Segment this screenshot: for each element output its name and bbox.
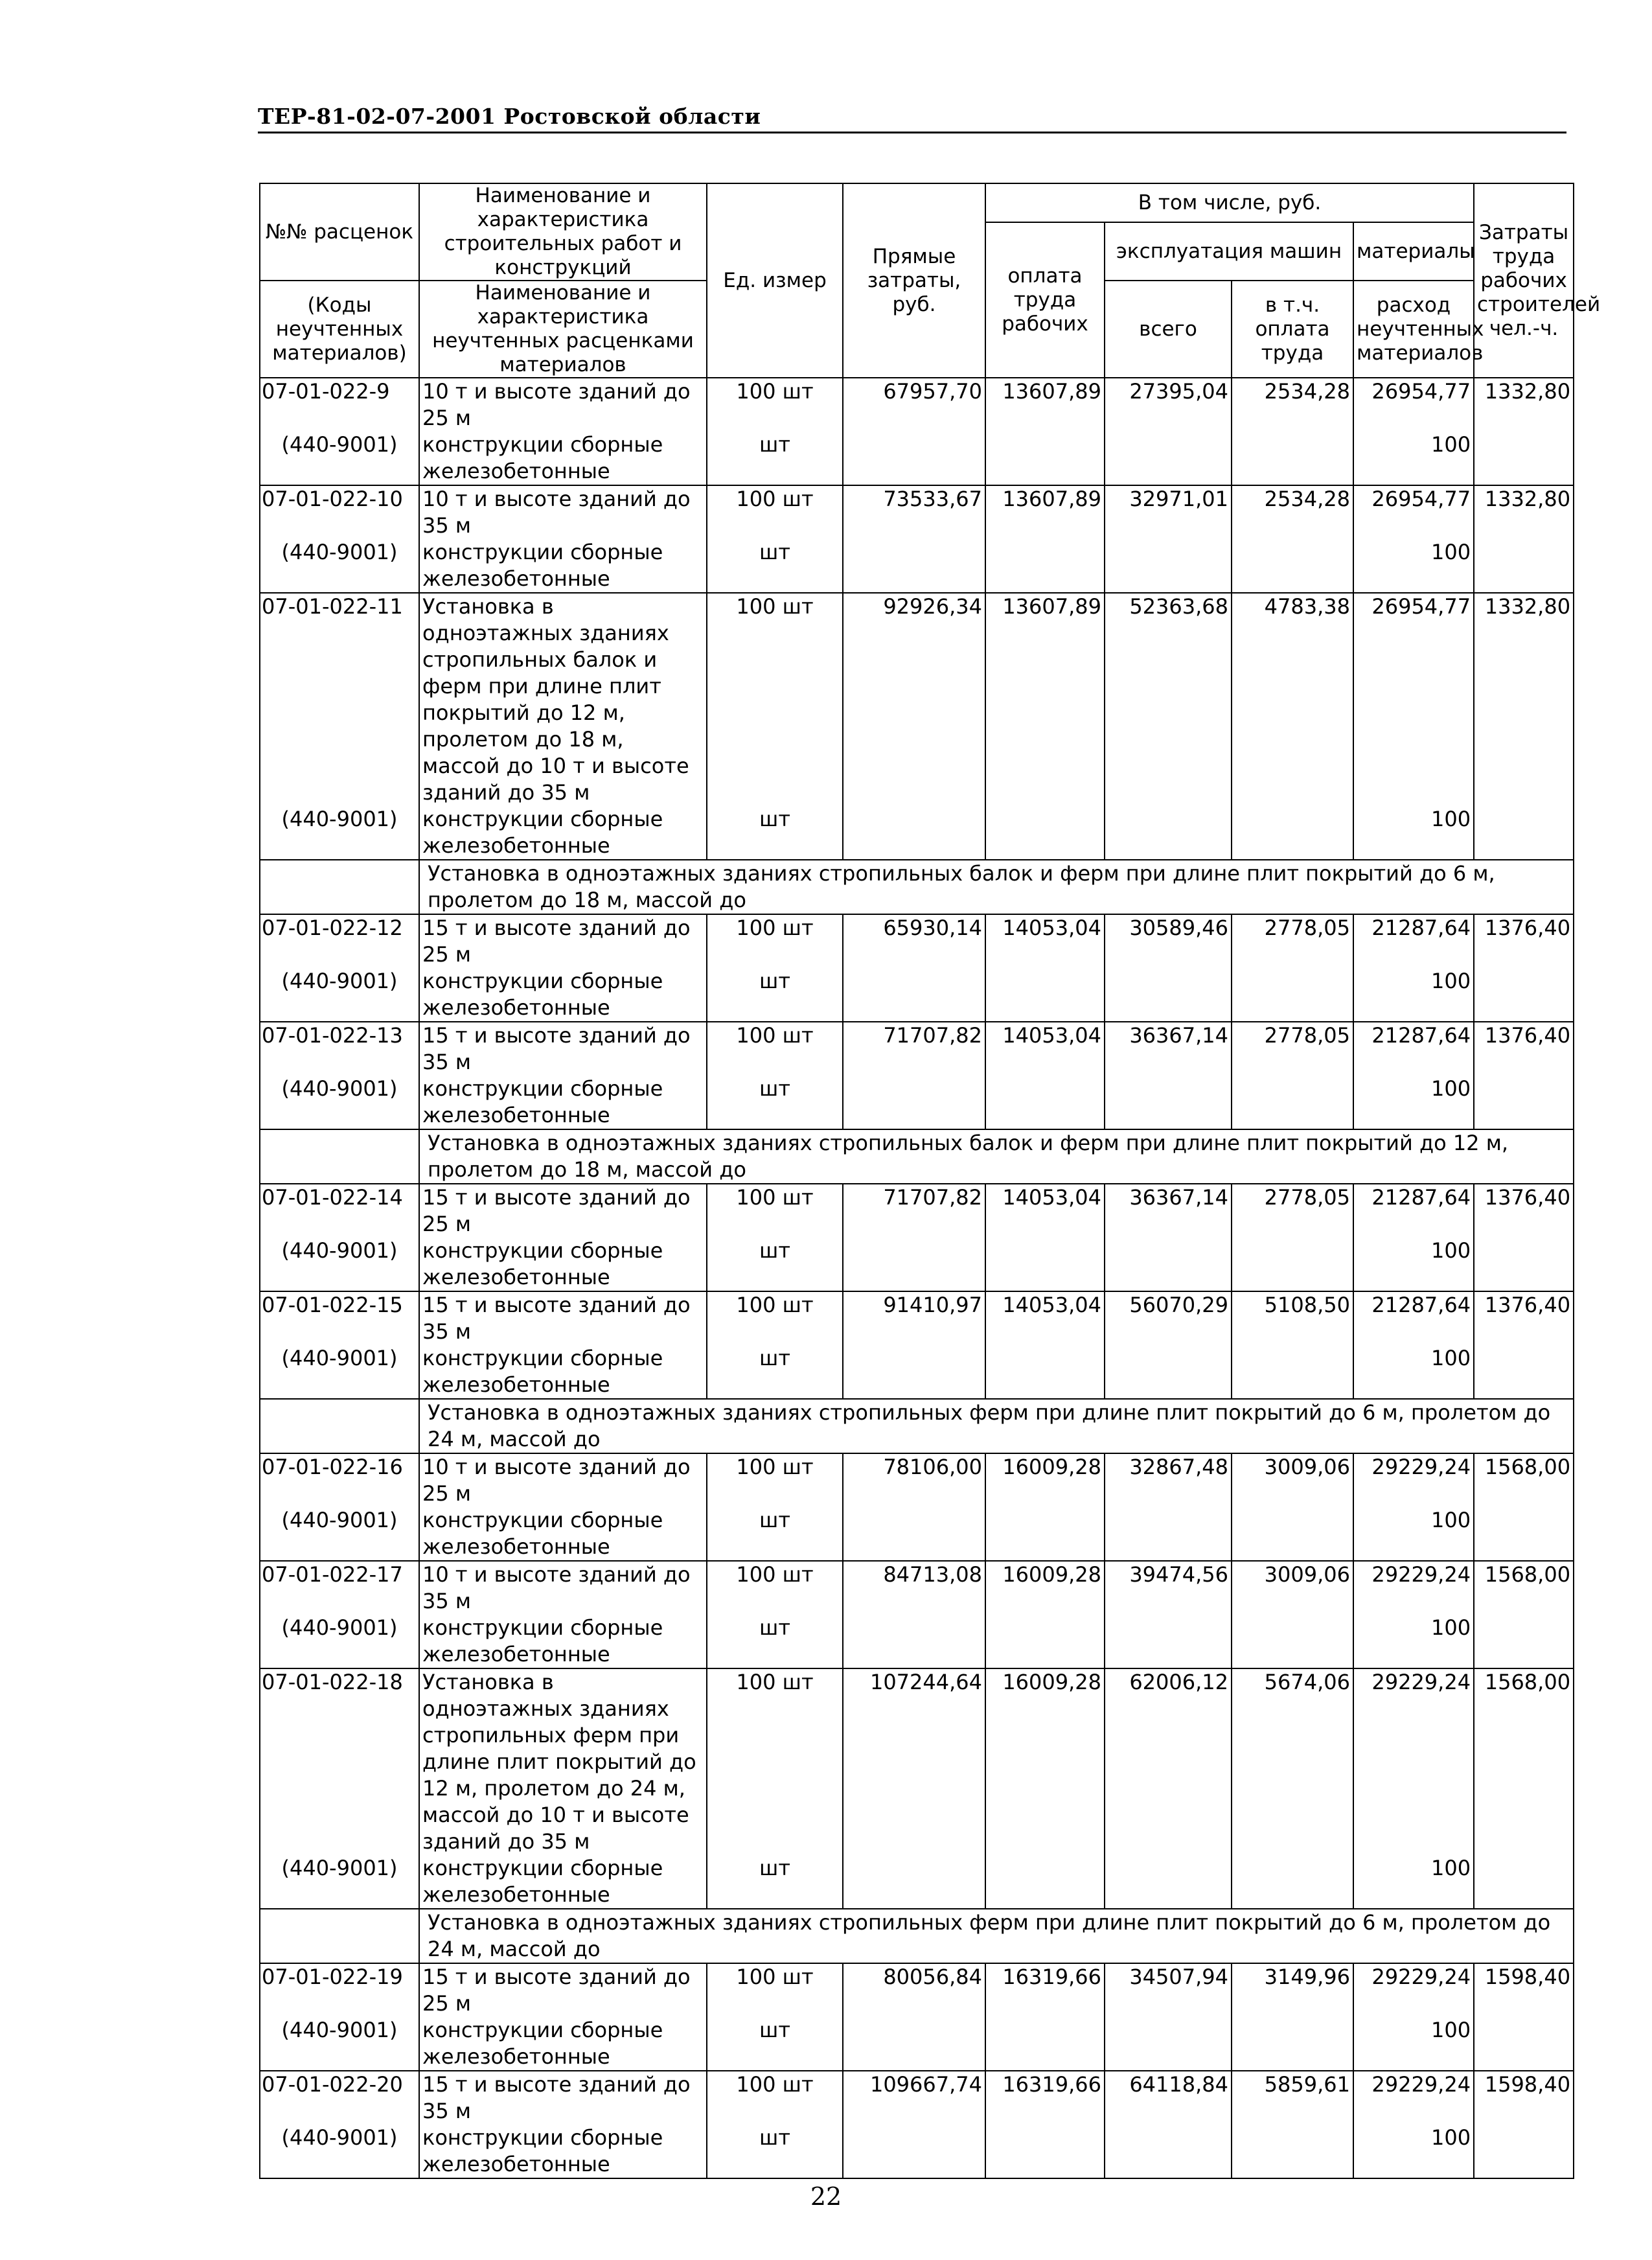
- empty-cell: [1105, 1855, 1232, 1909]
- labor-costs: 1376,40: [1474, 914, 1574, 968]
- machines-labor: 5108,50: [1232, 1291, 1353, 1345]
- empty-cell: [1232, 1238, 1353, 1291]
- labor-costs: 1568,00: [1474, 1668, 1574, 1855]
- empty-cell: [1474, 539, 1574, 593]
- labor-pay: 16009,28: [985, 1561, 1105, 1615]
- rate-row: [260, 593, 1574, 806]
- labor-pay: 14053,04: [985, 1022, 1105, 1076]
- labor-costs: 1332,80: [1474, 378, 1574, 432]
- empty-cell: [1232, 1076, 1353, 1129]
- empty-cell: [1105, 432, 1232, 485]
- direct-costs: 65930,14: [843, 914, 985, 968]
- material-unit: шт: [707, 1238, 843, 1291]
- material-unit: шт: [707, 2017, 843, 2071]
- machines-total: 36367,14: [1105, 1022, 1232, 1076]
- materials: 21287,64: [1353, 914, 1474, 968]
- rates-table: [259, 183, 1601, 2179]
- machines-total: 32971,01: [1105, 485, 1232, 539]
- material-quantity: 100: [1353, 432, 1474, 485]
- material-name: конструкции сборные железобетонные: [419, 2017, 707, 2071]
- material-code: (440-9001): [260, 1507, 419, 1561]
- section-blank-cell: [260, 1399, 419, 1453]
- machines-labor: 2534,28: [1232, 378, 1353, 432]
- material-row: [260, 968, 1574, 1022]
- empty-cell: [1105, 1507, 1232, 1561]
- machines-total: 27395,04: [1105, 378, 1232, 432]
- material-name: конструкции сборные железобетонные: [419, 1076, 707, 1129]
- empty-cell: [1232, 1855, 1353, 1909]
- material-name: конструкции сборные железобетонные: [419, 539, 707, 593]
- material-unit: шт: [707, 539, 843, 593]
- empty-cell: [985, 968, 1105, 1022]
- material-name: конструкции сборные железобетонные: [419, 806, 707, 860]
- header-machines: эксплуатация машин: [1105, 222, 1353, 281]
- rate-code: 07-01-022-17: [260, 1561, 419, 1615]
- material-row: [260, 432, 1574, 485]
- rate-unit: 100 шт: [707, 1291, 843, 1345]
- empty-cell: [1474, 1855, 1574, 1909]
- empty-cell: [843, 1507, 985, 1561]
- rate-code: 07-01-022-9: [260, 378, 419, 432]
- empty-cell: [843, 1076, 985, 1129]
- rate-name: 15 т и высоте зданий до 35 м: [419, 1022, 707, 1076]
- materials: 29229,24: [1353, 1963, 1474, 2017]
- empty-cell: [843, 1345, 985, 1399]
- materials: 29229,24: [1353, 2071, 1474, 2125]
- header-materials: материалы: [1353, 222, 1474, 281]
- materials: 29229,24: [1353, 1561, 1474, 1615]
- material-unit: шт: [707, 1855, 843, 1909]
- section-row: [260, 1909, 1574, 1963]
- header-including: В том числе, руб.: [985, 183, 1474, 222]
- machines-labor: 2778,05: [1232, 1022, 1353, 1076]
- rate-code: 07-01-022-12: [260, 914, 419, 968]
- direct-costs: 73533,67: [843, 485, 985, 539]
- material-quantity: 100: [1353, 1507, 1474, 1561]
- labor-pay: 14053,04: [985, 1291, 1105, 1345]
- material-code: (440-9001): [260, 1855, 419, 1909]
- empty-cell: [1474, 2017, 1574, 2071]
- rate-row: [260, 1184, 1574, 1238]
- material-row: [260, 2125, 1574, 2178]
- rate-row: [260, 485, 1574, 539]
- empty-cell: [1105, 539, 1232, 593]
- machines-labor: 5859,61: [1232, 2071, 1353, 2125]
- machines-labor: 3009,06: [1232, 1561, 1353, 1615]
- direct-costs: 107244,64: [843, 1668, 985, 1855]
- empty-cell: [843, 539, 985, 593]
- empty-cell: [1474, 2125, 1574, 2178]
- rate-code: 07-01-022-11: [260, 593, 419, 806]
- material-code: (440-9001): [260, 1238, 419, 1291]
- material-quantity: 100: [1353, 1615, 1474, 1668]
- machines-labor: 3149,96: [1232, 1963, 1353, 2017]
- empty-cell: [1232, 806, 1353, 860]
- rate-name: 10 т и высоте зданий до 25 м: [419, 378, 707, 432]
- empty-cell: [1474, 432, 1574, 485]
- material-quantity: 100: [1353, 968, 1474, 1022]
- empty-cell: [1474, 1507, 1574, 1561]
- header-labor-pay: оплата труда рабочих: [985, 222, 1105, 378]
- machines-total: 30589,46: [1105, 914, 1232, 968]
- material-code: (440-9001): [260, 1345, 419, 1399]
- empty-cell: [1232, 1345, 1353, 1399]
- material-code: (440-9001): [260, 539, 419, 593]
- labor-costs: 1568,00: [1474, 1561, 1574, 1615]
- material-unit: шт: [707, 2125, 843, 2178]
- labor-pay: 16009,28: [985, 1668, 1105, 1855]
- rate-name: 10 т и высоте зданий до 25 м: [419, 1453, 707, 1507]
- material-quantity: 100: [1353, 1855, 1474, 1909]
- section-title: Установка в одноэтажных зданиях стропильных ферм при длине плит покрытий до 6 м, пролетом до 24 м, массой до: [419, 1909, 1574, 1963]
- empty-cell: [985, 1238, 1105, 1291]
- rate-unit: 100 шт: [707, 1184, 843, 1238]
- machines-total: 52363,68: [1105, 593, 1232, 806]
- machines-total: 64118,84: [1105, 2071, 1232, 2125]
- empty-cell: [1105, 968, 1232, 1022]
- empty-cell: [1474, 1345, 1574, 1399]
- empty-cell: [843, 432, 985, 485]
- material-code: (440-9001): [260, 1076, 419, 1129]
- direct-costs: 92926,34: [843, 593, 985, 806]
- header-direct-costs: Прямые затраты, руб.: [843, 183, 985, 378]
- empty-cell: [843, 1615, 985, 1668]
- header-name: Наименование и характеристика строительных работ и конструкций: [419, 183, 707, 281]
- rate-name: 15 т и высоте зданий до 25 м: [419, 914, 707, 968]
- material-unit: шт: [707, 1076, 843, 1129]
- material-quantity: 100: [1353, 806, 1474, 860]
- material-quantity: 100: [1353, 2017, 1474, 2071]
- empty-cell: [843, 1238, 985, 1291]
- section-title: Установка в одноэтажных зданиях стропильных балок и ферм при длине плит покрытий до 12 м, пролетом до 18 м, массой до: [419, 1129, 1574, 1184]
- rate-row: [260, 378, 1574, 432]
- material-name: конструкции сборные железобетонные: [419, 968, 707, 1022]
- materials: 29229,24: [1353, 1453, 1474, 1507]
- labor-pay: 13607,89: [985, 593, 1105, 806]
- labor-costs: 1332,80: [1474, 593, 1574, 806]
- labor-costs: 1332,80: [1474, 485, 1574, 539]
- header-machines-total: всего: [1105, 281, 1232, 378]
- machines-labor: 2778,05: [1232, 1184, 1353, 1238]
- rate-unit: 100 шт: [707, 1561, 843, 1615]
- material-row: [260, 1507, 1574, 1561]
- empty-cell: [985, 432, 1105, 485]
- page-number: 22: [810, 2182, 842, 2211]
- machines-total: 32867,48: [1105, 1453, 1232, 1507]
- header-code-sub: (Коды неучтенных материалов): [260, 281, 419, 378]
- direct-costs: 71707,82: [843, 1184, 985, 1238]
- empty-cell: [985, 1615, 1105, 1668]
- direct-costs: 84713,08: [843, 1561, 985, 1615]
- machines-labor: 3009,06: [1232, 1453, 1353, 1507]
- material-quantity: 100: [1353, 2125, 1474, 2178]
- machines-labor: 2778,05: [1232, 914, 1353, 968]
- empty-cell: [1232, 539, 1353, 593]
- empty-cell: [1105, 2125, 1232, 2178]
- section-row: [260, 1129, 1574, 1184]
- material-unit: шт: [707, 1345, 843, 1399]
- rate-unit: 100 шт: [707, 1022, 843, 1076]
- material-name: конструкции сборные железобетонные: [419, 432, 707, 485]
- labor-pay: 16009,28: [985, 1453, 1105, 1507]
- labor-pay: 14053,04: [985, 914, 1105, 968]
- machines-total: 34507,94: [1105, 1963, 1232, 2017]
- direct-costs: 91410,97: [843, 1291, 985, 1345]
- page-header: ТЕР-81-02-07-2001 Ростовской области: [258, 104, 1566, 133]
- labor-costs: 1376,40: [1474, 1291, 1574, 1345]
- labor-pay: 13607,89: [985, 485, 1105, 539]
- empty-cell: [985, 1076, 1105, 1129]
- rate-row: [260, 1291, 1574, 1345]
- rate-code: 07-01-022-13: [260, 1022, 419, 1076]
- direct-costs: 67957,70: [843, 378, 985, 432]
- materials: 21287,64: [1353, 1291, 1474, 1345]
- materials: 21287,64: [1353, 1022, 1474, 1076]
- labor-pay: 14053,04: [985, 1184, 1105, 1238]
- rate-row: [260, 914, 1574, 968]
- material-row: [260, 1615, 1574, 1668]
- empty-cell: [985, 806, 1105, 860]
- empty-cell: [1474, 1238, 1574, 1291]
- empty-cell: [1105, 1238, 1232, 1291]
- empty-cell: [985, 1855, 1105, 1909]
- labor-pay: 16319,66: [985, 1963, 1105, 2017]
- direct-costs: 109667,74: [843, 2071, 985, 2125]
- rate-row: [260, 1963, 1574, 2017]
- rate-row: [260, 2071, 1574, 2125]
- rate-code: 07-01-022-14: [260, 1184, 419, 1238]
- materials: 21287,64: [1353, 1184, 1474, 1238]
- rate-unit: 100 шт: [707, 378, 843, 432]
- section-title: Установка в одноэтажных зданиях стропильных ферм при длине плит покрытий до 6 м, пролетом до 24 м, массой до: [419, 1399, 1574, 1453]
- rate-row: [260, 1022, 1574, 1076]
- empty-cell: [1232, 1615, 1353, 1668]
- machines-labor: 5674,06: [1232, 1668, 1353, 1855]
- machines-total: 56070,29: [1105, 1291, 1232, 1345]
- section-blank-cell: [260, 1909, 419, 1963]
- rate-code: 07-01-022-15: [260, 1291, 419, 1345]
- material-name: конструкции сборные железобетонные: [419, 1238, 707, 1291]
- header-labor-costs: Затраты труда рабочих строителей чел.-ч.: [1474, 183, 1574, 378]
- empty-cell: [843, 2125, 985, 2178]
- machines-total: 39474,56: [1105, 1561, 1232, 1615]
- rate-row: [260, 1561, 1574, 1615]
- empty-cell: [1105, 806, 1232, 860]
- header-machines-labor: в т.ч. оплата труда: [1232, 281, 1353, 378]
- rate-unit: 100 шт: [707, 485, 843, 539]
- rate-code: 07-01-022-20: [260, 2071, 419, 2125]
- machines-total: 36367,14: [1105, 1184, 1232, 1238]
- material-code: (440-9001): [260, 806, 419, 860]
- empty-cell: [985, 1507, 1105, 1561]
- labor-costs: 1568,00: [1474, 1453, 1574, 1507]
- rate-name: 10 т и высоте зданий до 35 м: [419, 485, 707, 539]
- header-materials-sub: расход неучтенных материалов: [1353, 281, 1474, 378]
- rate-unit: 100 шт: [707, 2071, 843, 2125]
- material-unit: шт: [707, 806, 843, 860]
- material-row: [260, 806, 1574, 860]
- materials: 26954,77: [1353, 485, 1474, 539]
- rate-name: 15 т и высоте зданий до 25 м: [419, 1963, 707, 2017]
- materials: 29229,24: [1353, 1668, 1474, 1855]
- rate-name: 15 т и высоте зданий до 25 м: [419, 1184, 707, 1238]
- material-name: конструкции сборные железобетонные: [419, 1855, 707, 1909]
- empty-cell: [1232, 2125, 1353, 2178]
- empty-cell: [1474, 1076, 1574, 1129]
- rate-code: 07-01-022-19: [260, 1963, 419, 2017]
- labor-pay: 13607,89: [985, 378, 1105, 432]
- empty-cell: [985, 2017, 1105, 2071]
- material-name: конструкции сборные железобетонные: [419, 2125, 707, 2178]
- labor-costs: 1376,40: [1474, 1022, 1574, 1076]
- empty-cell: [1105, 1345, 1232, 1399]
- material-code: (440-9001): [260, 2125, 419, 2178]
- empty-cell: [1474, 968, 1574, 1022]
- header-unit: Ед. измер: [707, 183, 843, 378]
- material-quantity: 100: [1353, 1238, 1474, 1291]
- rate-unit: 100 шт: [707, 1963, 843, 2017]
- material-row: [260, 1345, 1574, 1399]
- machines-total: 62006,12: [1105, 1668, 1232, 1855]
- material-code: (440-9001): [260, 432, 419, 485]
- rate-name: 10 т и высоте зданий до 35 м: [419, 1561, 707, 1615]
- section-row: [260, 1399, 1574, 1453]
- material-quantity: 100: [1353, 1345, 1474, 1399]
- empty-cell: [985, 2125, 1105, 2178]
- empty-cell: [985, 1345, 1105, 1399]
- rate-name: 15 т и высоте зданий до 35 м: [419, 2071, 707, 2125]
- materials: 26954,77: [1353, 593, 1474, 806]
- material-name: конструкции сборные железобетонные: [419, 1507, 707, 1561]
- section-title: Установка в одноэтажных зданиях стропильных балок и ферм при длине плит покрытий до 6 м, пролетом до 18 м, массой до: [419, 860, 1574, 914]
- empty-cell: [1474, 1615, 1574, 1668]
- rate-unit: 100 шт: [707, 1453, 843, 1507]
- empty-cell: [1105, 1076, 1232, 1129]
- materials: 26954,77: [1353, 378, 1474, 432]
- header-name-sub: Наименование и характеристика неучтенных расценками материалов: [419, 281, 707, 378]
- rate-name: 15 т и высоте зданий до 35 м: [419, 1291, 707, 1345]
- material-quantity: 100: [1353, 539, 1474, 593]
- rate-name: Установка в одноэтажных зданиях стропильных балок и ферм при длине плит покрытий до 12 м, пролетом до 18 м, массой до 10 т и высоте зданий до 35 м: [419, 593, 707, 806]
- material-unit: шт: [707, 1615, 843, 1668]
- rate-unit: 100 шт: [707, 1668, 843, 1855]
- section-blank-cell: [260, 860, 419, 914]
- empty-cell: [843, 1855, 985, 1909]
- material-row: [260, 1855, 1574, 1909]
- empty-cell: [1232, 432, 1353, 485]
- rate-name: Установка в одноэтажных зданиях стропильных ферм при длине плит покрытий до 12 м, пролетом до 24 м, массой до 10 т и высоте зданий до 35 м: [419, 1668, 707, 1855]
- empty-cell: [843, 2017, 985, 2071]
- labor-costs: 1376,40: [1474, 1184, 1574, 1238]
- rate-row: [260, 1453, 1574, 1507]
- section-blank-cell: [260, 1129, 419, 1184]
- section-row: [260, 860, 1574, 914]
- material-unit: шт: [707, 432, 843, 485]
- rate-unit: 100 шт: [707, 593, 843, 806]
- material-unit: шт: [707, 968, 843, 1022]
- labor-costs: 1598,40: [1474, 1963, 1574, 2017]
- labor-costs: 1598,40: [1474, 2071, 1574, 2125]
- material-row: [260, 1076, 1574, 1129]
- direct-costs: 78106,00: [843, 1453, 985, 1507]
- material-row: [260, 1238, 1574, 1291]
- direct-costs: 80056,84: [843, 1963, 985, 2017]
- empty-cell: [843, 968, 985, 1022]
- empty-cell: [985, 539, 1105, 593]
- empty-cell: [843, 806, 985, 860]
- material-unit: шт: [707, 1507, 843, 1561]
- material-code: (440-9001): [260, 1615, 419, 1668]
- table-body: [260, 378, 1574, 2178]
- rate-code: 07-01-022-16: [260, 1453, 419, 1507]
- material-name: конструкции сборные железобетонные: [419, 1345, 707, 1399]
- material-row: [260, 2017, 1574, 2071]
- material-code: (440-9001): [260, 968, 419, 1022]
- rate-row: [260, 1668, 1574, 1855]
- rate-code: 07-01-022-10: [260, 485, 419, 539]
- empty-cell: [1105, 2017, 1232, 2071]
- labor-pay: 16319,66: [985, 2071, 1105, 2125]
- material-row: [260, 539, 1574, 593]
- rate-code: 07-01-022-18: [260, 1668, 419, 1855]
- empty-cell: [1232, 968, 1353, 1022]
- empty-cell: [1232, 2017, 1353, 2071]
- empty-cell: [1232, 1507, 1353, 1561]
- empty-cell: [1474, 806, 1574, 860]
- material-name: конструкции сборные железобетонные: [419, 1615, 707, 1668]
- rate-unit: 100 шт: [707, 914, 843, 968]
- header-code: №№ расценок: [260, 183, 419, 281]
- empty-cell: [1105, 1615, 1232, 1668]
- material-quantity: 100: [1353, 1076, 1474, 1129]
- machines-labor: 4783,38: [1232, 593, 1353, 806]
- material-code: (440-9001): [260, 2017, 419, 2071]
- machines-labor: 2534,28: [1232, 485, 1353, 539]
- direct-costs: 71707,82: [843, 1022, 985, 1076]
